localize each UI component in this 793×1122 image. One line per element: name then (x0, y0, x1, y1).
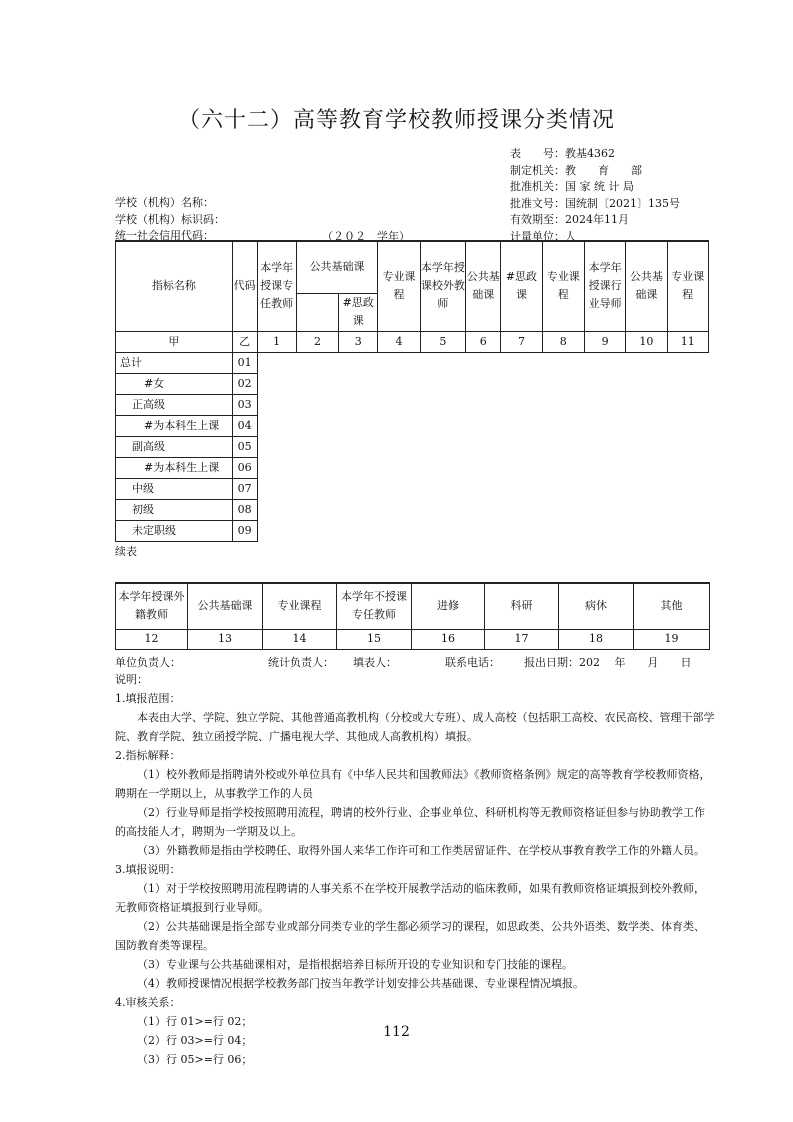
notes-s4-item-2: （2）行 03>=行 04； (137, 1034, 253, 1047)
filler-label: 填表人： (353, 656, 397, 669)
meta-issuing-authority: 制定机关：教 育 部 (510, 163, 642, 177)
header-industry-mentors: 本学年授课行业导师 (584, 241, 625, 331)
column-label: 甲 (116, 331, 233, 352)
row-label: 副高级 (116, 436, 233, 457)
header-public-basic-course-4: 公共基础课 (188, 583, 263, 629)
meta-credit-code: 统一社会信用代码： (115, 229, 214, 242)
column-label: 1 (257, 331, 296, 352)
notes-s2-item-3: （3）外籍教师是指由学校聘任、取得外国人来华工作许可和工作类居留证件、在学校从事教育教学工作的外籍人员。 (137, 844, 705, 857)
report-date-label: 报出日期：202 年 月 日 (524, 656, 692, 669)
header-research: 科研 (485, 583, 559, 629)
header-professional-course-2: 专业课程 (542, 241, 584, 331)
phone-label: 联系电话： (445, 656, 500, 669)
header-sick-leave: 病休 (559, 583, 634, 629)
column-label: 14 (263, 629, 337, 649)
row-code: 01 (232, 352, 257, 373)
row-code: 03 (232, 394, 257, 415)
row-code: 06 (232, 457, 257, 478)
notes-s3-item-1: （1）对于学校按照聘用流程聘请的人事关系不在学校开展教学活动的临床教师，如果有教师资格证填报到校外教师，无教师资格证填报到行业导师。 (115, 882, 705, 914)
row-code: 05 (232, 436, 257, 457)
header-professional-course-4: 专业课程 (263, 583, 337, 629)
notes-s3-title: 3.填报说明： (115, 863, 181, 876)
row-code: 04 (232, 415, 257, 436)
header-foreign-teachers: 本学年授课外籍教师 (116, 583, 188, 629)
notes-s1-title: 1.填报范围： (115, 692, 181, 705)
meta-unit: 计量单位：人 (510, 229, 576, 243)
form-meta-right (510, 146, 680, 245)
column-label: 4 (378, 331, 420, 352)
header-external-teachers: 本学年授课校外教师 (420, 241, 465, 331)
notes-s4-item-3: （3）行 05>=行 06； (137, 1053, 253, 1066)
row-label: #女 (116, 373, 233, 394)
table-row (116, 352, 709, 373)
header-public-basic-course-3: 公共基础课 (626, 241, 667, 331)
header-public-basic-course-2: 公共基础课 (466, 241, 501, 331)
header-professional-course-3: 专业课程 (667, 241, 708, 331)
row-code: 07 (232, 478, 257, 499)
row-label: 未定职级 (116, 520, 233, 541)
header-ideology-course: #思政课 (339, 293, 378, 331)
notes-section (115, 666, 715, 1069)
unit-head-label: 单位负责人： (115, 656, 181, 669)
foreign-teachers-table (115, 582, 710, 650)
header-non-teaching-teachers: 本学年不授课专任教师 (337, 583, 412, 629)
column-label: 19 (634, 629, 710, 649)
row-label: 初级 (116, 499, 233, 520)
row-label: #为本科生上课 (116, 457, 233, 478)
notes-s4-item-1: （1）行 01>=行 02； (137, 1015, 253, 1028)
column-label: 11 (667, 331, 708, 352)
continued-label: 续表 (115, 545, 137, 558)
page-number: 112 (383, 1024, 410, 1040)
notes-s2-item-1: （1）校外教师是指聘请外校或外单位具有《中华人民共和国教师法》《教师资格条例》规定的高等教育学校教师资格，聘期在一学期以上，从事教学工作的人员 (115, 768, 711, 800)
header-other: 其他 (634, 583, 710, 629)
column-label: 13 (188, 629, 263, 649)
row-code: 08 (232, 499, 257, 520)
year-label: （２０２ 学年） (322, 230, 410, 243)
row-label: 中级 (116, 478, 233, 499)
header-professional-course: 专业课程 (378, 241, 420, 331)
header-fulltime-teachers: 本学年授课专任教师 (257, 241, 296, 331)
header-code: 代码 (232, 241, 257, 331)
column-label: 16 (412, 629, 485, 649)
notes-s3-item-2: （2）公共基础课是指全部专业或部分同类专业的学生都必须学习的课程，如思政类、公共外语类、数学类、体育类、国防教育类等课程。 (115, 920, 705, 952)
meta-approving-authority: 批准机关：国 家 统 计 局 (510, 180, 634, 193)
notes-s2-title: 2.指标解释： (115, 749, 181, 762)
row-code: 09 (232, 520, 257, 541)
header-further-study: 进修 (412, 583, 485, 629)
header-ideology-course-2: #思政课 (501, 241, 542, 331)
column-label: 2 (296, 331, 338, 352)
column-label: 18 (559, 629, 634, 649)
stat-head-label: 统计负责人： (268, 656, 334, 669)
column-label-row-2 (116, 629, 710, 649)
header-public-basic-course: 公共基础课 (296, 241, 378, 293)
notes-heading: 说明： (115, 673, 148, 686)
header-indicator: 指标名称 (116, 241, 233, 331)
column-label: 5 (420, 331, 465, 352)
column-label: 6 (466, 331, 501, 352)
column-label: 17 (485, 629, 559, 649)
meta-school-name: 学校（机构）名称： (115, 196, 214, 209)
form-meta-left (115, 195, 225, 245)
meta-valid-until: 有效期至：2024年11月 (510, 213, 629, 226)
meta-approval-number: 批准文号：国统制〔2021〕135号 (510, 196, 680, 210)
column-label: 15 (337, 629, 412, 649)
row-label: 总计 (116, 352, 233, 373)
notes-s3-item-4: （4）教师授课情况根据学校教务部门按当年教学计划安排公共基础课、专业课程情况填报。 (137, 977, 584, 990)
meta-school-id: 学校（机构）标识码： (115, 212, 225, 226)
column-label: 10 (626, 331, 667, 352)
row-label: 正高级 (116, 394, 233, 415)
column-label-row (116, 331, 709, 352)
column-label: 乙 (232, 331, 257, 352)
column-label: 8 (542, 331, 584, 352)
blank-area (257, 352, 708, 541)
notes-s2-item-2: （2）行业导师是指学校按照聘用流程，聘请的校外行业、企事业单位、科研机构等无教师资格证但参与协助教学工作的高技能人才，聘期为一学期及以上。 (115, 806, 705, 838)
notes-s1-body: 本表由大学、学院、独立学院、其他普通高教机构（分校或大专班）、成人高校（包括职工高校、农民高校、管理干部学院、教育学院、独立函授学院、广播电视大学、其他成人高教机构）填报。 (115, 711, 715, 743)
meta-form-number: 表 号：教基4362 (510, 147, 615, 160)
column-label: 3 (339, 331, 378, 352)
teacher-course-table (115, 240, 709, 542)
column-label: 12 (116, 629, 188, 649)
column-label: 7 (501, 331, 542, 352)
notes-s4-title: 4.审核关系： (115, 996, 181, 1009)
row-label: #为本科生上课 (116, 415, 233, 436)
row-code: 02 (232, 373, 257, 394)
notes-s3-item-3: （3）专业课与公共基础课相对，是指根据培养目标所开设的专业知识和专门技能的课程。 (137, 958, 573, 971)
column-label: 9 (584, 331, 625, 352)
page-title: （六十二）高等教育学校教师授课分类情况 (177, 108, 615, 133)
